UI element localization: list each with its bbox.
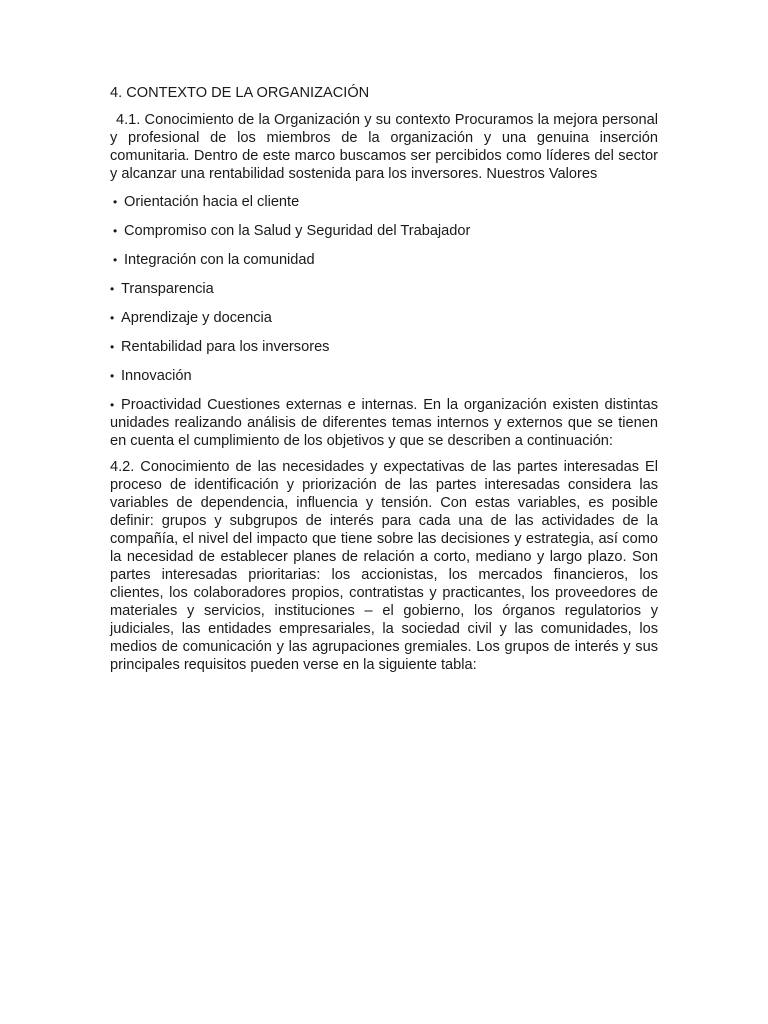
value-label: Compromiso con la Salud y Seguridad del Trabajador [124, 223, 471, 239]
value-label: Transparencia [121, 281, 214, 297]
bullet-icon: • [110, 398, 115, 412]
values-list [110, 193, 658, 396]
value-label: Innovación [121, 368, 192, 384]
value-label: Aprendizaje y docencia [121, 310, 272, 326]
value-item [110, 222, 658, 251]
proactivity-text: Proactividad Cuestiones externas e internas. En la organización existen distintas unidades realizando análisis de diferentes temas internos y externos que se tienen en cuenta el cumplimiento de los objetivos y que se describen a continuación: [110, 397, 658, 449]
bullet-icon: • [113, 253, 118, 267]
value-item [110, 280, 658, 309]
section-title: 4. CONTEXTO DE LA ORGANIZACIÓN [110, 85, 370, 101]
proactivity-paragraph [110, 396, 658, 450]
bullet-icon: • [110, 311, 115, 325]
bullet-icon: • [113, 195, 118, 209]
value-item [110, 338, 658, 367]
value-item [110, 193, 658, 222]
value-label: Integración con la comunidad [124, 252, 315, 268]
bullet-icon: • [110, 369, 115, 383]
value-label: Orientación hacia el cliente [124, 194, 300, 210]
document-page [110, 84, 658, 674]
value-item [110, 251, 658, 280]
bullet-icon: • [110, 282, 115, 296]
intro-paragraph: 4.1. Conocimiento de la Organización y su contexto Procuramos la mejora personal y profesional de los miembros de la organización y una genuina inserción comunitaria. Dentro de este marco buscamos ser percibidos como líderes del sector y alcanzar una rentabilidad sostenida para los inversores. Nuestros Valores [110, 112, 658, 182]
value-item [110, 367, 658, 396]
bullet-icon: • [113, 224, 118, 238]
bullet-icon: • [110, 340, 115, 354]
stakeholders-paragraph: 4.2. Conocimiento de las necesidades y expectativas de las partes interesadas El proceso de identificación y priorización de las partes interesadas considera las variables de dependencia, influencia y tensión. Con estas variables, es posible definir: grupos y subgrupos de interés para cada una de las actividades de la compañía, el nivel del impacto que tiene sobre las decisiones y estrategia, así como la necesidad de establecer planes de relación a corto, mediano y largo plazo. Son partes interesadas prioritarias: los accionistas, los mercados financieros, los clientes, los colaboradores propios, contratistas y practicantes, los proveedores de materiales y servicios, instituciones – el gobierno, los órganos regulatorios y judiciales, las entidades empresariales, la sociedad civil y las comunidades, los medios de comunicación y las agrupaciones gremiales. Los grupos de interés y sus principales requisitos pueden verse en la siguiente tabla: [110, 459, 658, 673]
value-label: Rentabilidad para los inversores [121, 339, 330, 355]
value-item [110, 309, 658, 338]
